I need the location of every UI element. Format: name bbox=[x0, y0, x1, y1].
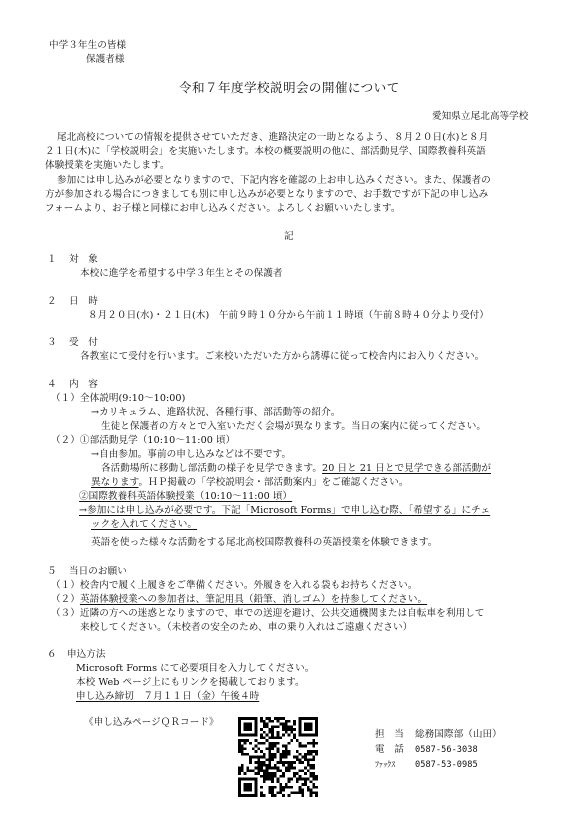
section-1-number: １ bbox=[47, 254, 57, 265]
request-prefix: （２） bbox=[51, 594, 80, 605]
section-3-body: 各教室にて受付を行います。ご来校いただいた方から誘導に従って校舎内にお入りください。 bbox=[80, 351, 485, 362]
section-6-number: ６ bbox=[47, 649, 57, 660]
content-text: 。ＨＰ掲載の「学校説明会・部活動案内」をご確認ください。 bbox=[138, 477, 409, 488]
content-item-3-detail: →参加には申し込みが必要です。下記「Microsoft Forms」で申し込む際、「希望する」にチェ bbox=[79, 505, 491, 516]
section-6-heading: 申込方法 bbox=[67, 649, 106, 660]
content-item-3: ②国際教養科英語体験授業（10:10～11:00 頃） bbox=[79, 491, 293, 502]
underlined-text: 20 日と 21 日とで見学できる部活動が bbox=[322, 463, 491, 474]
addressee-students: 中学３年生の皆様 bbox=[49, 40, 127, 51]
underlined-text: 異なります bbox=[91, 477, 139, 488]
phone-number: 0587-56-3038 bbox=[415, 745, 478, 755]
content-item-1-detail: →カリキュラム、進路状況、各種行事、部活動等の紹介。 bbox=[91, 407, 341, 418]
request-item-3: （３）近隣の方への迷惑となりますので、車での送迎を避け、公共交通機関または自転車を利用して bbox=[51, 608, 485, 619]
addressee-guardians: 保護者様 bbox=[86, 54, 125, 65]
contact-person-label: 担 当 bbox=[375, 729, 404, 740]
section-1-heading: 対 象 bbox=[69, 254, 98, 265]
intro-line: 体験授業を実施いたします。 bbox=[45, 160, 170, 171]
content-text: 各活動場所に移動し部活動の様子を見学できます。 bbox=[101, 463, 323, 474]
request-item-1: （１）校舎内で履く上履きをご準備ください。外履きを入れる袋もお持ちください。 bbox=[51, 580, 418, 591]
underlined-text: 英語体験授業への参加者は、筆記用具（鉛筆、消しゴム）を持参してください。 bbox=[79, 594, 428, 605]
content-item-2: （２）①部活動見学（10:10～11:00 頃） bbox=[51, 435, 236, 446]
content-item-3-detail: 英語を使った様々な活動をする尾北高校国際教養科の英語授業を体験できます。 bbox=[91, 537, 438, 548]
contact-person: 総務国際部（山田） bbox=[415, 729, 502, 740]
deadline: 申し込み締切 ７月１１日（金）午後４時 bbox=[76, 691, 260, 702]
section-5-heading: 当日のお願い bbox=[69, 566, 127, 577]
request-item-2 bbox=[51, 594, 427, 606]
apply-line: Microsoft Forms にて必要項目を入力してください。 bbox=[76, 663, 315, 674]
content-item-2-detail: →自由参加。事前の申し込みなどは不要です。 bbox=[91, 449, 292, 460]
section-2-body: ８月２０日(水)・２１日(木) 午前９時１０分から午前１１時頃（午前８時４０分より受付） bbox=[88, 310, 489, 321]
intro-line: 方が参加される場合につきましても別に申し込みが必要となりますので、お手数ですが下記の申し込み bbox=[45, 189, 489, 200]
school-name: 愛知県立尾北高等学校 bbox=[432, 111, 529, 122]
document-title: 令和７年度学校説明会の開催について bbox=[179, 80, 400, 95]
ki-heading: 記 bbox=[284, 231, 294, 242]
intro-line: ２１日(木)に「学校説明会」を実施いたします。本校の概要説明の他に、部活動見学、国際教養科英語 bbox=[45, 146, 486, 157]
fax-number: 0587-53-0985 bbox=[415, 760, 478, 770]
content-item-2-detail bbox=[101, 463, 491, 475]
content-item-1: （１）全体説明(9:10～10:00) bbox=[51, 393, 186, 404]
section-2-number: ２ bbox=[47, 296, 57, 307]
intro-line: フォームより、お子様と同様にお申し込みください。よろしくお願いいたします。 bbox=[45, 203, 401, 214]
qr-label: 《申し込みページＱＲコード》 bbox=[84, 717, 219, 728]
fax-label: ﾌｧｯｸｽ bbox=[375, 760, 396, 769]
intro-line: 尾北高校についての情報を提供させていただき、進路決定の一助となるよう、８月２０日(水)と８月 bbox=[57, 132, 489, 143]
content-item-3-detail: ックを入れてください。 bbox=[91, 519, 198, 530]
section-1-body: 本校に進学を希望する中学３年生とその保護者 bbox=[80, 268, 283, 279]
section-3-number: ３ bbox=[47, 337, 57, 348]
phone-label: 電 話 bbox=[375, 744, 404, 755]
content-item-2-detail bbox=[91, 477, 408, 489]
content-item-1-detail: 生徒と保護者の方々とで入室いただく会場が異なります。当日の案内に従ってください。 bbox=[101, 421, 486, 432]
section-2-heading: 日 時 bbox=[69, 296, 98, 307]
section-5-number: ５ bbox=[47, 566, 57, 577]
intro-line: 参加には申し込みが必要となりますので、下記内容を確認の上お申し込みください。また、保護者の bbox=[57, 175, 491, 186]
request-item-3-cont: 来校してください。（未校者の安全のため、車の乗り入れはご遠慮ください） bbox=[80, 622, 413, 633]
qr-code[interactable] bbox=[238, 717, 318, 797]
apply-line: 本校 Web ページ上にもリンクを掲載しております。 bbox=[76, 677, 305, 688]
section-4-number: ４ bbox=[47, 379, 57, 390]
section-3-heading: 受 付 bbox=[69, 337, 98, 348]
section-4-heading: 内 容 bbox=[69, 379, 98, 390]
